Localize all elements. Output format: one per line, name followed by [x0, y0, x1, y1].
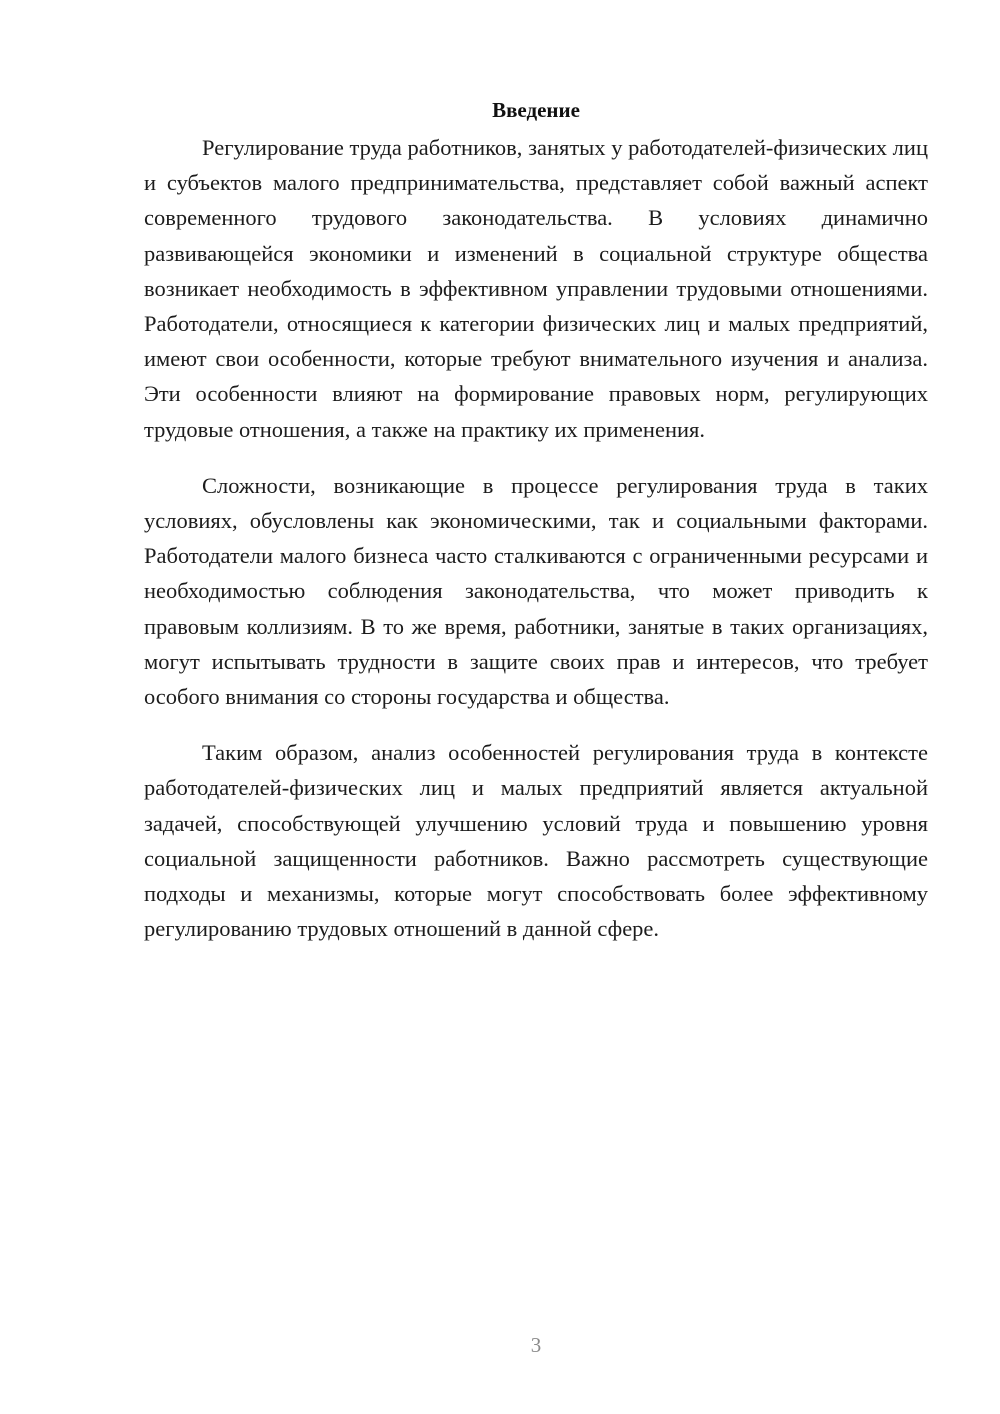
paragraph-3: Таким образом, анализ особенностей регулирования труда в контексте работодателей-физических лиц и малых предприятий является актуальной задачей, способствующей улучшению условий труда и повышению уровня социальной защищенности работников. Важно рассмотреть существующие подходы и механизмы, которые могут способствовать более эффективному регулированию трудовых отношений в данной сфере. [144, 740, 928, 942]
section-title: Введение [492, 98, 580, 122]
paragraph-2: Сложности, возникающие в процессе регулирования труда в таких условиях, обусловлены как экономическими, так и социальными факторами. Работодатели малого бизнеса часто сталкиваются с ограниченными ресурсами и необходимостью соблюдения законодательства, что может приводить к правовым коллизиям. В то же время, работники, занятые в таких организациях, могут испытывать трудности в защите своих прав и интересов, что требует особого внимания со стороны государства и общества. [144, 472, 928, 710]
page-content [144, 92, 928, 946]
paragraph-1: Регулирование труда работников, занятых у работодателей-физических лиц и субъектов малого предпринимательства, представляет собой важный аспект современного трудового законодательства. В условиях динамично развивающейся экономики и изменений в социальной структуре общества возникает необходимость в эффективном управлении трудовыми отношениями. Работодатели, относящиеся к категории физических лиц и малых предприятий, имеют свои особенности, которые требуют внимательного изучения и анализа. Эти особенности влияют на формирование правовых норм, регулирующих трудовые отношения, а также на практику их применения. [144, 135, 928, 442]
page-number: 3 [530, 1333, 542, 1357]
